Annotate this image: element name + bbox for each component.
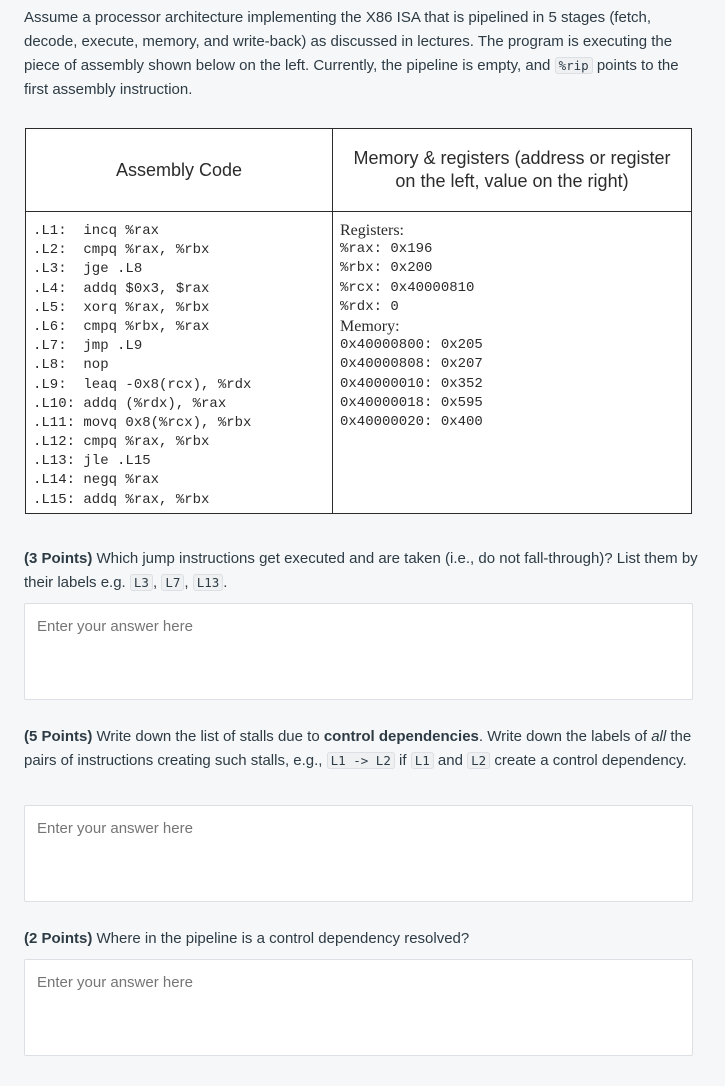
register-value: %rcx: 0x40000810 xyxy=(340,279,475,296)
assembly-line: .L9: leaq -0x8(rcx), %rdx xyxy=(33,376,252,393)
memory-value: 0x40000808: 0x207 xyxy=(340,356,483,373)
all-emphasis: all xyxy=(651,728,667,745)
assembly-line: .L12: cmpq %rax, %rbx xyxy=(33,434,210,451)
example-label-l3: L3 xyxy=(130,574,153,591)
assembly-line: .L3: jge .L8 xyxy=(33,261,143,278)
assembly-line: .L7: jmp .L9 xyxy=(33,338,143,355)
assembly-line: .L15: addq %rax, %rbx xyxy=(33,491,210,508)
table-header-divider xyxy=(26,211,691,212)
example-pair: L1 -> L2 xyxy=(327,752,395,769)
example-label-l1: L1 xyxy=(411,752,434,769)
memory-value: 0x40000010: 0x352 xyxy=(340,375,483,392)
assembly-line: .L10: addq (%rdx), %rax xyxy=(33,395,227,412)
register-value: %rax: 0x196 xyxy=(340,241,433,258)
assembly-line: .L5: xorq %rax, %rbx xyxy=(33,299,210,316)
register-value: %rdx: 0 xyxy=(340,298,399,315)
question-2-text: Write down the list of stalls due to xyxy=(92,728,324,745)
separator: , xyxy=(184,574,193,591)
question-1 xyxy=(24,547,704,595)
assembly-line: .L4: addq $0x3, $rax xyxy=(33,280,210,297)
question-1-answer-input[interactable] xyxy=(24,603,693,700)
memory-value: 0x40000020: 0x400 xyxy=(340,413,483,430)
intro-text: Assume a processor architecture implementing the X86 ISA that is pipelined in 5 stages (fetch, decode, execute, memory, and write-back) as discussed in lectures. The program is executing the piece of assembly shown below on the left. Currently, the pipeline is empty, and xyxy=(24,9,673,74)
question-2-text-end: create a control dependency. xyxy=(490,752,687,769)
question-2-answer-input[interactable] xyxy=(24,805,693,902)
assembly-code-header: Assembly Code xyxy=(115,159,243,180)
control-dependencies-emphasis: control dependencies xyxy=(323,728,479,745)
rip-register-code: %rip xyxy=(555,57,593,74)
assembly-line: .L6: cmpq %rbx, %rax xyxy=(33,318,210,335)
intro-text-end: points to the first assembly instruction. xyxy=(24,57,679,98)
example-label-l13: L13 xyxy=(193,574,224,591)
memory-label: Memory: xyxy=(340,317,400,335)
question-2-points: (5 Points) xyxy=(24,728,93,745)
memory-registers-listing xyxy=(340,221,483,432)
question-1-text: Which jump instructions get executed and are taken (i.e., do not fall-through)? List them by their labels e.g. xyxy=(24,550,698,591)
question-2-text: if xyxy=(394,752,411,769)
question-3 xyxy=(24,927,704,951)
question-3-text: Where in the pipeline is a control dependency resolved? xyxy=(92,930,470,947)
question-3-answer-input[interactable] xyxy=(24,959,693,1056)
assembly-line: .L8: nop xyxy=(33,357,109,374)
memory-registers-header: Memory & registers (address or register on the left, value on the right) xyxy=(353,148,671,191)
intro-paragraph xyxy=(24,6,704,102)
example-label-l7: L7 xyxy=(161,574,184,591)
registers-label: Registers: xyxy=(340,222,404,239)
question-2-text: . Write down the labels of xyxy=(478,728,652,745)
assembly-line: .L2: cmpq %rax, %rbx xyxy=(33,242,210,259)
separator: , xyxy=(152,574,162,591)
assembly-listing xyxy=(33,222,251,510)
question-2 xyxy=(24,725,704,773)
memory-value: 0x40000018: 0x595 xyxy=(340,394,483,411)
assembly-line: .L13: jle .L15 xyxy=(33,453,151,470)
memory-value: 0x40000800: 0x205 xyxy=(340,337,483,354)
question-2-text: and xyxy=(433,752,468,769)
assembly-line: .L14: negq %rax xyxy=(33,472,160,489)
question-3-points: (2 Points) xyxy=(24,930,93,947)
program-table xyxy=(25,128,692,514)
assembly-line: .L11: movq 0x8(%rcx), %rbx xyxy=(33,414,252,431)
question-2-text: the pairs of instructions creating such stalls, e.g., xyxy=(24,728,692,769)
assembly-line: .L1: incq %rax xyxy=(33,223,160,239)
question-1-end: . xyxy=(223,574,228,591)
question-1-points: (3 Points) xyxy=(24,550,93,567)
register-value: %rbx: 0x200 xyxy=(340,260,433,277)
example-label-l2: L2 xyxy=(467,752,490,769)
